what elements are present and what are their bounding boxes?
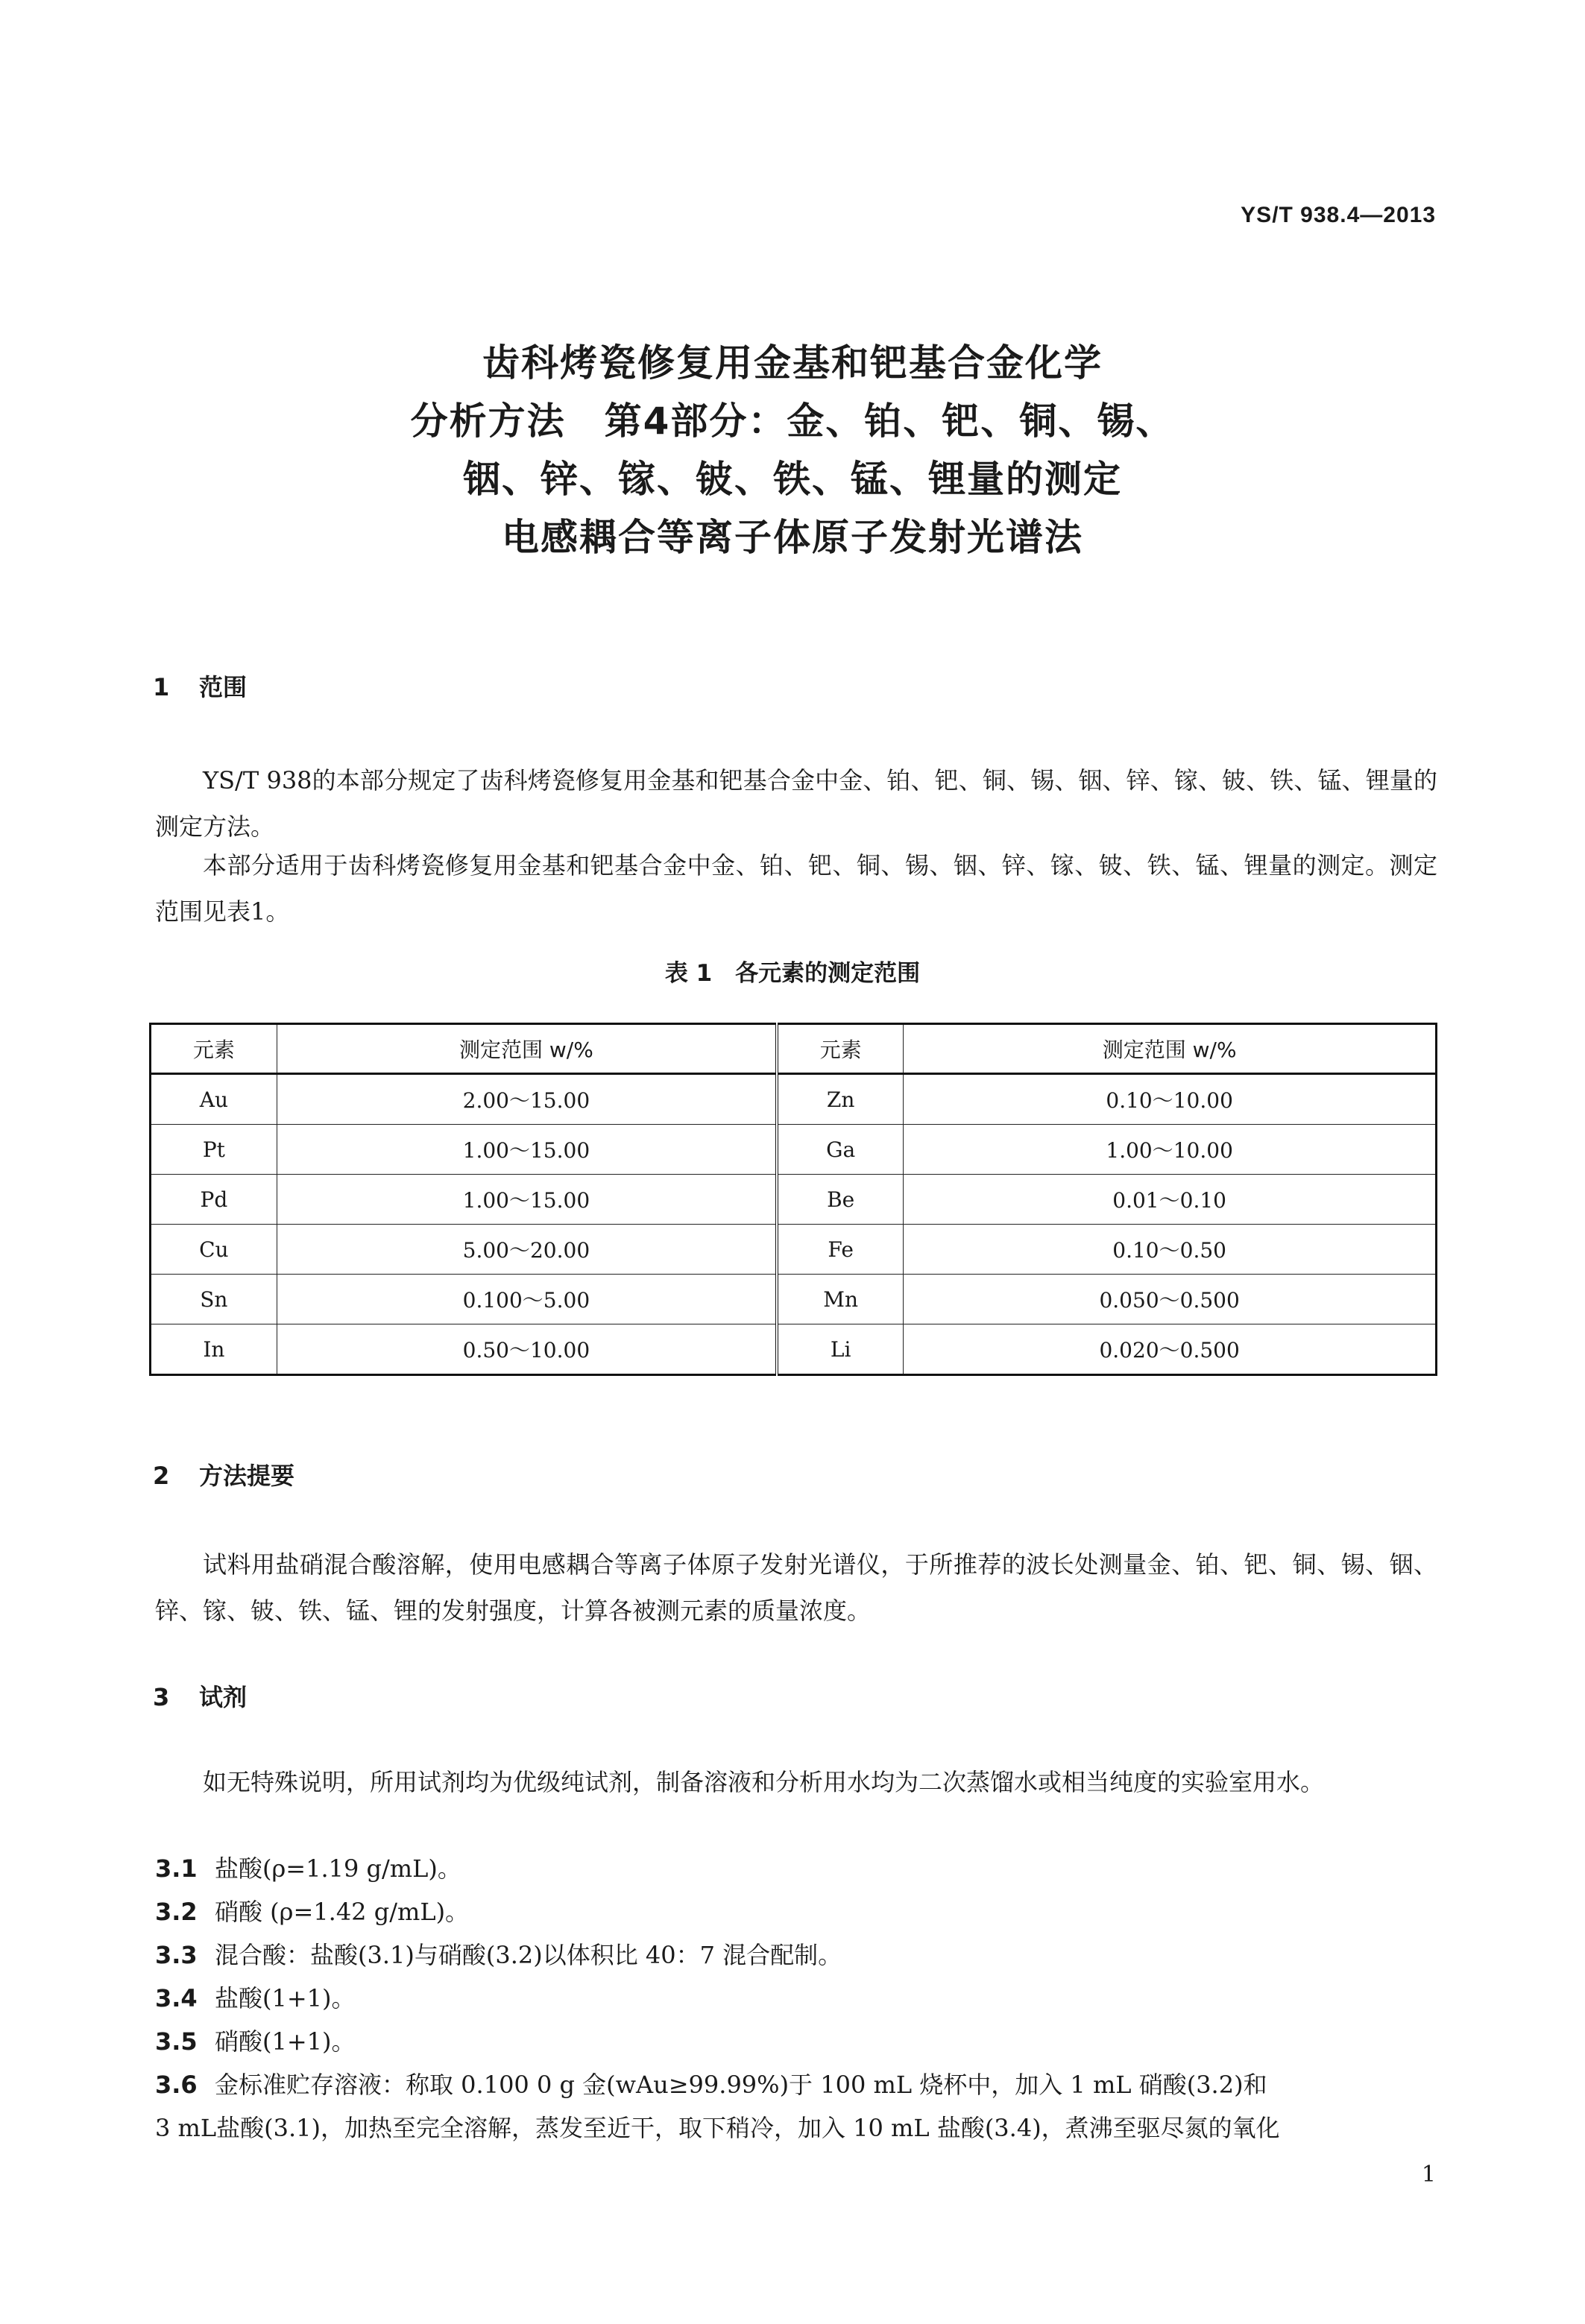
item-number: 3.6 xyxy=(155,2071,198,2099)
table-row xyxy=(151,1275,1437,1324)
element-cell: Mn xyxy=(777,1275,904,1324)
element-cell: In xyxy=(151,1324,277,1375)
reagent-item xyxy=(155,2018,1437,2065)
column-header: 测定范围 w/% xyxy=(904,1024,1437,1074)
reagent-item xyxy=(155,1889,1437,1935)
document-title xyxy=(0,334,1585,566)
range-cell: 1.00～15.00 xyxy=(277,1125,777,1175)
element-cell: Au xyxy=(151,1074,277,1125)
range-cell: 0.10～0.50 xyxy=(904,1225,1437,1275)
reagents-paragraph: 如无特殊说明，所用试剂均为优级纯试剂，制备溶液和分析用水均为二次蒸馏水或相当纯度的实验室用水。 xyxy=(203,1768,1325,1796)
section-heading-method xyxy=(153,1457,294,1491)
item-number: 3.5 xyxy=(155,2027,198,2056)
range-cell: 1.00～10.00 xyxy=(904,1125,1437,1175)
element-cell: Be xyxy=(777,1175,904,1225)
item-number: 3.3 xyxy=(155,1941,198,1969)
element-cell: Fe xyxy=(777,1225,904,1275)
item-number: 3.4 xyxy=(155,1984,198,2012)
title-line: 铟、锌、镓、铍、铁、锰、锂量的测定 xyxy=(463,458,1122,501)
section-number: 1 xyxy=(153,673,170,701)
scope-paragraph-1: YS/T 938的本部分规定了齿科烤瓷修复用金基和钯基合金中金、铂、钯、铜、锡、铟、锌、镓、铍、铁、锰、锂量的测定方法。 xyxy=(155,766,1437,841)
range-cell: 0.10～10.00 xyxy=(904,1074,1437,1125)
item-text: 盐酸(ρ=1.19 g/mL)。 xyxy=(215,1854,461,1883)
range-cell: 0.01～0.10 xyxy=(904,1175,1437,1225)
section-heading-scope xyxy=(153,669,247,703)
range-cell: 5.00～20.00 xyxy=(277,1225,777,1275)
scope-paragraph-2: 本部分适用于齿科烤瓷修复用金基和钯基合金中金、铂、钯、铜、锡、铟、锌、镓、铍、铁、锰、锂量的测定。测定范围见表1。 xyxy=(155,851,1437,926)
element-cell: Sn xyxy=(151,1275,277,1324)
section-number: 2 xyxy=(153,1462,170,1490)
table-row xyxy=(151,1175,1437,1225)
section-number: 3 xyxy=(153,1683,170,1711)
table-header-row xyxy=(151,1024,1437,1074)
page-number: 1 xyxy=(1421,2162,1436,2188)
title-line: 电感耦合等离子体原子发射光谱法 xyxy=(502,516,1083,559)
element-cell: Cu xyxy=(151,1225,277,1275)
column-header: 测定范围 w/% xyxy=(277,1024,777,1074)
table-row xyxy=(151,1125,1437,1175)
table-caption: 表 1 各元素的测定范围 xyxy=(664,960,921,987)
range-cell: 0.100～5.00 xyxy=(277,1275,777,1324)
reagent-item xyxy=(155,2062,1437,2108)
table-row xyxy=(151,1074,1437,1125)
column-header: 元素 xyxy=(777,1024,904,1074)
table-row xyxy=(151,1225,1437,1275)
range-cell: 1.00～15.00 xyxy=(277,1175,777,1225)
element-range-table xyxy=(149,1023,1437,1376)
range-cell: 0.050～0.500 xyxy=(904,1275,1437,1324)
element-cell: Pt xyxy=(151,1125,277,1175)
method-paragraph: 试料用盐硝混合酸溶解，使用电感耦合等离子体原子发射光谱仪，于所推荐的波长处测量金、铂、钯、铜、锡、铟、锌、镓、铍、铁、锰、锂的发射强度，计算各被测元素的质量浓度。 xyxy=(155,1550,1437,1625)
title-line: 分析方法 第4部分：金、铂、钯、铜、锡、 xyxy=(410,400,1175,443)
element-cell: Zn xyxy=(777,1074,904,1125)
item-text: 金标准贮存溶液：称取 0.100 0 g 金(wAu≥99.99%)于 100 mL 烧杯中，加入 1 mL 硝酸(3.2)和 xyxy=(215,2071,1267,2099)
column-header: 元素 xyxy=(151,1024,277,1074)
item-text: 硝酸(1+1)。 xyxy=(215,2027,356,2056)
range-cell: 2.00～15.00 xyxy=(277,1074,777,1125)
item-text: 混合酸：盐酸(3.1)与硝酸(3.2)以体积比 40：7 混合配制。 xyxy=(215,1941,842,1969)
item-number: 3.1 xyxy=(155,1854,198,1883)
section-title: 范围 xyxy=(199,673,248,701)
item-number: 3.2 xyxy=(155,1898,198,1926)
element-cell: Li xyxy=(777,1324,904,1375)
range-cell: 0.50～10.00 xyxy=(277,1324,777,1375)
element-cell: Pd xyxy=(151,1175,277,1225)
element-cell: Ga xyxy=(777,1125,904,1175)
section-title: 试剂 xyxy=(199,1683,248,1711)
item-text: 盐酸(1+1)。 xyxy=(215,1984,356,2012)
reagent-item xyxy=(155,1932,1437,1978)
section-title: 方法提要 xyxy=(199,1462,295,1490)
document-number: YS/T 938.4—2013 xyxy=(1241,203,1436,227)
reagent-item xyxy=(155,1975,1437,2021)
reagent-item xyxy=(155,1845,1437,1892)
table-row xyxy=(151,1324,1437,1375)
section-heading-reagents xyxy=(153,1679,247,1713)
reagent-item-continuation: 3 mL盐酸(3.1)，加热至完全溶解，蒸发至近干，取下稍冷，加入 10 mL 盐酸(3.4)，煮沸至驱尽氮的氧化 xyxy=(155,2114,1280,2142)
item-text: 硝酸 (ρ=1.42 g/mL)。 xyxy=(215,1898,470,1926)
title-line: 齿科烤瓷修复用金基和钯基合金化学 xyxy=(482,341,1103,385)
range-cell: 0.020～0.500 xyxy=(904,1324,1437,1375)
